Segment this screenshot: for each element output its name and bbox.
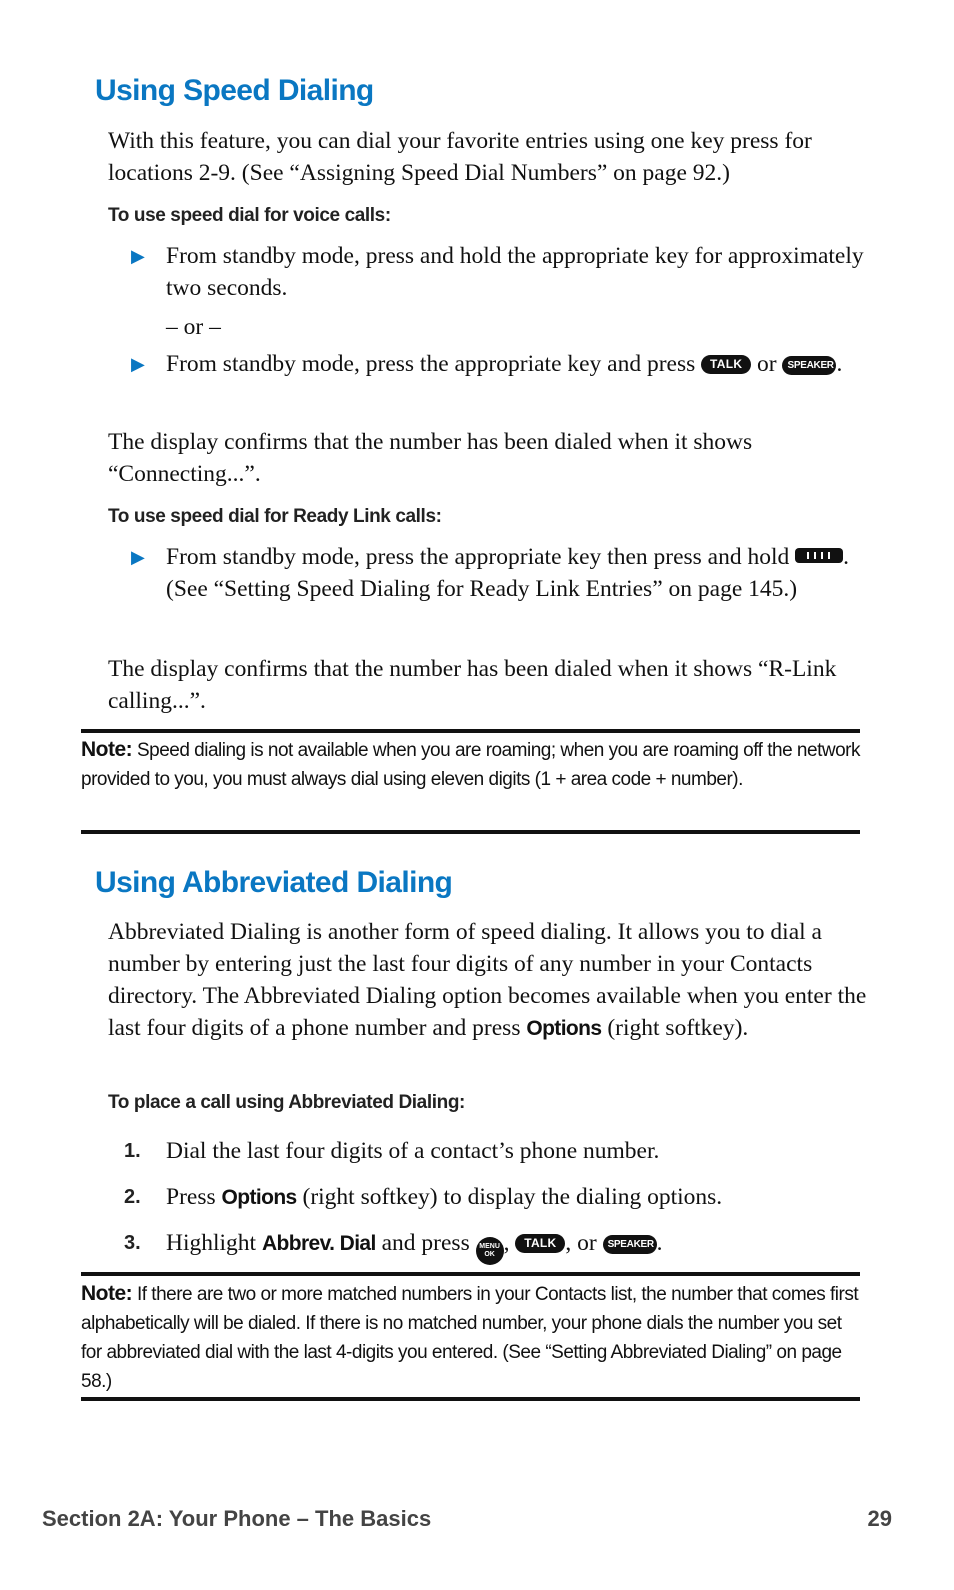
note-text: Speed dialing is not available when you are roaming; when you are roaming off the network provided to you, you must always dial using eleven digits (1 + area code + number). (81, 740, 860, 790)
note-bottom-rule (81, 830, 860, 834)
step-text: Highlight (166, 1230, 257, 1256)
section-title-speed-dialing: Using Speed Dialing (95, 74, 374, 107)
speaker-key-icon: SPEAKER (603, 1235, 657, 1254)
note-label: Note: (81, 738, 133, 761)
voice-calls-heading: To use speed dial for voice calls: (108, 205, 391, 226)
ready-link-key-icon (795, 548, 843, 563)
options-softkey-label: Options (221, 1186, 297, 1209)
step-1 (124, 1135, 874, 1167)
or-word: or (757, 351, 777, 377)
footer-section-label: Section 2A: Your Phone – The Basics (42, 1506, 432, 1531)
step-3: 3. Highlight Abbrev. Dial and press MENU OK , TALK , or SPEAKER . (124, 1227, 874, 1259)
step-2 (124, 1181, 874, 1213)
speaker-key-icon: SPEAKER (782, 356, 836, 375)
right-triangle-icon: ▶ (131, 547, 145, 567)
or-separator: – or – (166, 314, 221, 340)
bullet-text-cont: . (See “Setting Speed Dialing for Ready Link Entries” on page 145.) (166, 544, 850, 602)
step-number: 1. (124, 1140, 141, 1162)
options-softkey-label: Options (526, 1017, 602, 1040)
step-text: and press (381, 1230, 470, 1256)
bullet-item (131, 541, 871, 641)
abbrev-dial-label: Abbrev. Dial (261, 1232, 376, 1255)
step-number: 3. (124, 1232, 141, 1254)
voice-confirm-text: The display confirms that the number has been dialed when it shows “Connecting...”. (108, 429, 753, 487)
bullet-text: From standby mode, press and hold the appropriate key for approximately two seconds. (166, 243, 864, 301)
step-number: 2. (124, 1186, 141, 1208)
ready-link-confirm-text: The display confirms that the number has been dialed when it shows “R-Link calling...”. (108, 656, 837, 714)
note-top-rule (81, 729, 860, 733)
step-text: (right softkey) to display the dialing options. (302, 1184, 723, 1210)
note-roaming (81, 735, 861, 794)
section-title-abbreviated-dialing: Using Abbreviated Dialing (95, 866, 453, 899)
talk-key-icon: TALK (515, 1234, 565, 1253)
ready-link-heading: To use speed dial for Ready Link calls: (108, 506, 442, 527)
note-text: If there are two or more matched numbers in your Contacts list, the number that comes first alphabetically will be dialed. If there is no matched number, your phone dials the number you set for abbreviated dial with the last 4-digits you entered. (See “Setting Abbreviated Dialing” on page 58.) (81, 1284, 859, 1392)
note-label: Note: (81, 1282, 133, 1305)
right-triangle-icon: ▶ (131, 246, 145, 266)
bullet-item (131, 348, 871, 414)
note-bottom-rule (81, 1397, 860, 1401)
menu-ok-key-icon: MENU OK (476, 1237, 504, 1265)
step-text: Press (166, 1184, 216, 1210)
note-top-rule (81, 1272, 860, 1276)
bullet-text: From standby mode, press the appropriate key and press (166, 351, 696, 377)
page-number: 29 (867, 1506, 892, 1531)
step-text: Dial the last four digits of a contact’s phone number. (166, 1138, 660, 1164)
sentence-end: . (836, 351, 843, 377)
bullet-item (131, 240, 871, 306)
talk-key-icon: TALK (701, 355, 751, 374)
note-matched-numbers (81, 1279, 861, 1396)
bullet-text: From standby mode, press the appropriate key then press and hold (166, 544, 790, 570)
abbreviated-intro: Abbreviated Dialing is another form of speed dialing. It allows you to dial a number by entering just the last four digits of any number in your Contacts directory. The Abbreviated Dialing option becomes available when you enter the last four digits of a phone number and press Options (right softkey). (108, 919, 867, 1041)
speed-dial-intro: With this feature, you can dial your favorite entries using one key press for locations 2-9. (See “Assigning Speed Dial Numbers” on page 92.) (108, 128, 812, 186)
right-triangle-icon: ▶ (131, 354, 145, 374)
place-call-heading: To place a call using Abbreviated Dialing: (108, 1092, 465, 1113)
